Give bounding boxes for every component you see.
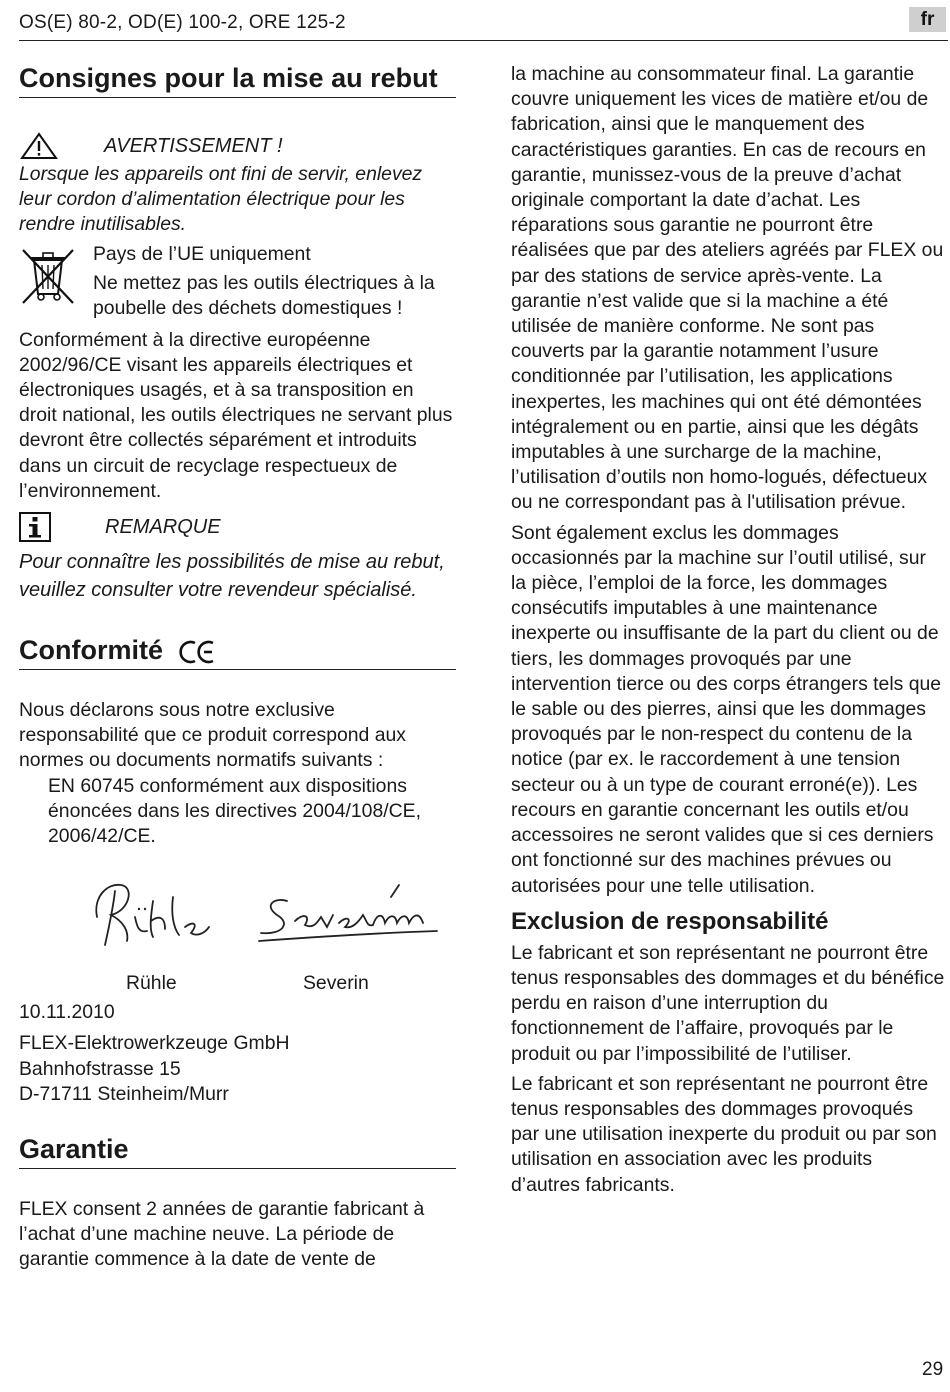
conformity-declaration: Nous déclarons sous notre exclusive responsabilité que ce produit correspond aux normes ou documents normatifs suivants : <box>19 699 406 772</box>
signature-severin <box>255 871 445 951</box>
signatures <box>19 871 456 971</box>
company-name: FLEX-Elektrowerkzeuge GmbH <box>19 1032 290 1055</box>
liability-title: Exclusion de responsabilité <box>511 907 829 935</box>
page-number: 29 <box>922 1359 944 1380</box>
conformity-standards: EN 60745 conformément aux dispositions énoncées dans les directives 2004/108/CE, 2006/42/CE. <box>48 774 421 848</box>
left-column <box>19 62 456 1273</box>
signatory-names <box>19 971 456 998</box>
eu-disposal-text: Ne mettez pas les outils électriques à la poubelle des déchets domestiques ! <box>93 271 435 320</box>
note-heading <box>19 510 456 544</box>
note-text: Pour connaître les possibilités de mise au rebut, veuillez consulter votre revendeur spécialisé. <box>19 551 445 602</box>
eu-only-label: Pays de l’UE uniquement <box>93 242 311 265</box>
warranty-title: Garantie <box>19 1134 129 1165</box>
warning-heading <box>19 130 456 162</box>
warranty-paragraph-1: FLEX consent 2 années de garantie fabricant à l’achat d’une machine neuve. La période de garantie commence à la date de vente de <box>19 1198 425 1271</box>
note-title: REMARQUE <box>105 515 221 538</box>
liability-paragraph-1: Le fabricant et son représentant ne pourront être tenus responsables des dommages et du bénéfice perdu en raison d’une interruption du fonctionnement de l’affaire, provoqués par le produit ou par l’impossibilité de l’utiliser. <box>511 941 945 1065</box>
disposal-title: Consignes pour la mise au rebut <box>19 63 438 93</box>
company-city: D-71711 Steinheim/Murr <box>19 1082 229 1105</box>
conformity-title-text: Conformité <box>19 635 163 666</box>
header-rule <box>19 40 948 41</box>
weee-block <box>19 244 456 342</box>
warning-text: Lorsque les appareils ont fini de servir, enlevez leur cordon d’alimentation électrique pour les rendre inutilisables. <box>19 163 423 236</box>
right-column <box>511 62 945 1198</box>
declaration-date: 10.11.2010 <box>19 1001 115 1024</box>
warranty-paragraph-2: Sont également exclus les dommages occasionnés par la machine sur l’outil utilisé, sur la pièce, l’emploi de la force, les dommages consécutifs imputables à une maintenance inexperte ou insuffisante de la part du client ou de tiers, les dommages provoqués par une intervention tierce ou des corps étrangers tels que le sable ou des pierres, ainsi que les dommages provoqués par le non-respect du contenu de la notice (par ex. le raccordement à une tension secteur ou à un type de courant erroné(e)). Les recours en garantie concernant les outils et/ou accessoires ne seront valides que si ces derniers ont fonctionné sur des machines prévues ou autorisées pour une telle utilisation. <box>511 521 942 897</box>
liability-paragraph-2: Le fabricant et son représentant ne pourront être tenus responsables des dommages provoqués par une utilisation inexperte du produit ou par son utilisation en association avec les produits d’autres fabricants. <box>511 1072 937 1196</box>
warranty-paragraph-1-continued: la machine au consommateur final. La garantie couvre uniquement les vices de matière et/ou de fabrication, ainsi que le manquement des caractéristiques garanties. En cas de recours en garantie, munissez-vous de la preuve d’achat originale comportant la date d’achat. Les réparations sous garantie ne pourront être réalisées que par des ateliers agréés par FLEX ou par des stations de service après-vente. La garantie n’est valide que si la machine a été utilisée de manière conforme. Ne sont pas couverts par la garantie notamment l’usure conditionnée par l’utilisation, les applications inexpertes, les machines qui ont été démontées intégralement ou en partie, ainsi que les dégâts imputables à une surcharge de la machine, l’utilisation d’outils non homo-logués, défectueux ou ne correspondant pas à l'utilisation prévue. <box>511 63 944 514</box>
conformity-title <box>19 634 456 666</box>
info-icon <box>19 512 51 542</box>
signatory-name-2: Severin <box>303 972 369 995</box>
signature-ruhle <box>89 877 214 953</box>
warning-title: AVERTISSEMENT ! <box>104 134 283 157</box>
crossed-bin-icon <box>19 246 77 306</box>
directive-text: Conformément à la directive européenne 2002/96/CE visant les appareils électriques et électroniques usagés, et à sa transposition en droit national, les outils électriques ne servant plus devront être collectés séparément et introduits dans un circuit de recyclage respectueux de l’environnement. <box>19 328 453 502</box>
header-model-line: OS(E) 80-2, OD(E) 100-2, ORE 125-2 <box>19 12 346 33</box>
ce-mark-icon <box>179 640 217 664</box>
language-badge: fr <box>909 7 946 32</box>
signatory-name-1: Rühle <box>126 972 177 995</box>
warning-triangle-icon <box>19 132 59 160</box>
company-street: Bahnhofstrasse 15 <box>19 1057 181 1080</box>
